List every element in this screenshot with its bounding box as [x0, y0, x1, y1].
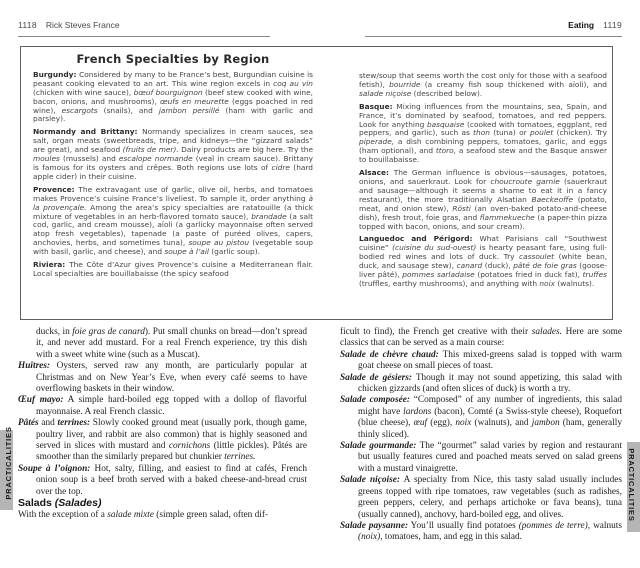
body-column-right — [340, 327, 622, 544]
text-block: Burgundy: Considered by many to be France’s best, Burgundian cuisine is peasant cooking elevated to an art. This wine region excels in coq au vin (chicken with wine sauce), bœuf bourguignon (beef stew cooked with wine, bacon, onions, and mushrooms), œufs en meurette (eggs poached in red wine), escargots (snails), and jambon persillé (ham with garlic and parsley). — [33, 69, 314, 124]
book-title: Rick Steves France — [45, 20, 120, 30]
text-block: ducks, in foie gras de canard). Put small chunks on bread—don’t spread it, and never add mustard. For a real French experience, try this dish with a sweet white wine (such as a Muscat). — [36, 327, 307, 360]
header-right — [365, 20, 622, 30]
page-number-left: 1118 — [18, 20, 37, 30]
body-column-left — [18, 327, 307, 544]
text-block: Salade niçoise: A specialty from Nice, this tasty salad usually includes greens topped with ripe tomatoes, raw vegetables (such as radishes, green peppers, celery, and perhaps artichoke or fava beans), tuna (usually canned), anchovy, hard-boiled egg, and olives. — [340, 475, 622, 520]
practicalities-label-left: PRACTICALITIES — [4, 426, 13, 500]
text-block: Salade gourmande: The “gourmet” salad varies by region and restaurant but usually features cured and poached meats served on salad greens with a mustard vinaigrette. — [340, 441, 622, 474]
text-block: Provence: The extravagant use of garlic, olive oil, herbs, and tomatoes makes Provence’s cuisine France’s liveliest. To sample it, order anything à la provençale. Among the area’s spicy specialties are ratatouille (a thick mixture of vegetables in an herb-flavored tomato sauce), brandade (a salt cod, garlic, and cream mousse), aïoli (a garlicky mayonnaise often served atop fresh vegetables), tapenade (a paste of puréed olives, capers, anchovies, herbs, and sometimes tuna), soupe au pistou (vegetable soup with basil, garlic, and cheese), and soupe à l’ail (garlic soup). — [33, 184, 314, 257]
french-specialties-box — [20, 46, 613, 320]
section-heading: Salads (Salades) — [18, 497, 102, 510]
text-block: Soupe à l’oignon: Hot, salty, filling, and easiest to find at cafés, French onion soup is a beef broth served with a baked cheese-and-bread crust over the top. — [18, 463, 307, 497]
text-block: Normandy and Brittany: Normandy specializes in cream sauces, sea salt, organ meats (sweetbreads, tripe, and kidneys—the “gizzard salads” are great), and seafood (fruits de mer). Dairy products are big here. Try the moules (mussels) and escalope normande (veal in cream sauce). Brittany is famous for its oysters and crêpes. Both regions use lots of cidre (hard apple cider) in their cuisine. — [33, 127, 314, 181]
text-block: ficult to find), the French get creative with their salades. Here are some classics that can be served as a main course: — [340, 327, 622, 349]
text-block: Basque: Mixing influences from the mountains, sea, Spain, and France, it’s dominated by seafood, tomatoes, and red peppers. Look for anything basquaise (cooked with tomatoes, eggplant, red peppers, and garlic), such as thon (tuna) or poulet (chicken). Try piperade, a dish combining peppers, tomatoes, garlic, and eggs (ham optional), and ttoro, a seafood stew and the Basque answer to bouillabaisse. — [359, 101, 608, 165]
box-column-right — [359, 55, 607, 313]
text-block: Salade paysanne: You’ll usually find potatoes (pommes de terre), walnuts (noix), tomatoes, ham, and egg in this salad. — [340, 520, 622, 543]
page-number-right: 1119 — [603, 20, 622, 30]
text-block: With the exception of a salade mixte (simple green salad, often dif- — [18, 509, 269, 520]
text-block: Alsace: The German influence is obvious—sausages, potatoes, onions, and sauerkraut. Look for choucroute garnie (sauerkraut and sausage—although it seems a shame to eat it in a fancy restaurant), the more traditionally Alsatian Baeckeoffe (potato, meat, and onion stew), Rösti (an oven-baked potato-and-cheese dish), fresh trout, foie gras, and flammekueche (a paper-thin pizza topped with bacon, onions, and sour cream). — [359, 168, 607, 231]
text-block: Huîtres: Oysters, served raw any month, are particularly popular at Christmas and on New Year’s Eve, when every café seems to have overflowing baskets in their window. — [18, 361, 307, 395]
text-block: Salade composée: “Composed” of any number of ingredients, this salad might have lardons (bacon), Comté (a Swiss-style cheese), Roquefort (blue cheese), œuf (egg), noix (walnuts), and jambon (ham, generally thinly sliced). — [340, 395, 622, 440]
box-title: French Specialties by Region — [76, 52, 270, 66]
chapter-title: Eating — [568, 20, 595, 30]
body-text — [18, 327, 622, 544]
text-block: Salade de chèvre chaud: This mixed-greens salad is topped with warm goat cheese on small pieces of toast. — [340, 349, 622, 372]
text-block: Salade de gésiers: Though it may not sound appetizing, this salad with chicken gizzards (and often slices of duck) is worth a try. — [340, 372, 622, 395]
header-left — [18, 20, 270, 30]
text-block: Œuf mayo: A simple hard-boiled egg topped with a dollop of flavorful mayonnaise. A real French classic. — [18, 395, 308, 417]
text-block: Riviera: The Côte d’Azur gives Provence’s cuisine a Mediterranean flair. Local specialties are bouillabaisse (the spicy seafood — [33, 260, 313, 278]
practicalities-label-right: PRACTICALITIES — [627, 448, 636, 522]
text-block: Pâtés and terrines: Slowly cooked ground meat (usually pork, though game, poultry liver, and rabbit are also common) that is highly seasoned and served in slices with mustard and cornichons (little pickles). Pâtés are smoother than the similarly prepared but chunkier terrines. — [18, 418, 307, 463]
text-block: Languedoc and Périgord: What Parisians call “Southwest cuisine” (cuisine du sud-ouest) is hearty peasant fare, using full-bodied red wines and lots of duck. Try cassoulet (white bean, duck, and sausage stew), canard (duck), pâté de foie gras (goose-liver pâté), pommes sarladaise (potatoes fried in duck fat), truffes (truffles, earthy mushrooms), and anything with noix (walnuts). — [359, 234, 608, 288]
header-rule-right — [365, 36, 622, 37]
box-column-left — [33, 52, 314, 313]
header-rule-left — [18, 36, 270, 37]
text-block: stew/soup that seems worth the cost only for those with a seafood fetish), bourride (a creamy fish soup thickened with aïoli), and salade niçoise (described below). — [359, 71, 607, 98]
